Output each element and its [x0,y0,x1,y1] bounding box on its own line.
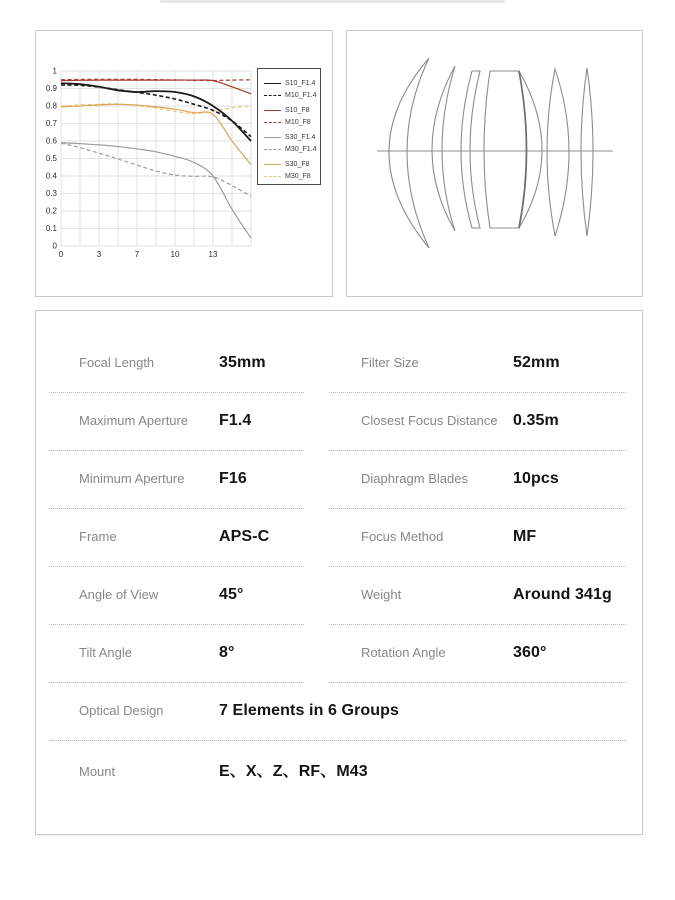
spec-value: 0.35m [513,412,559,429]
spec-value: F1.4 [219,412,252,429]
legend-entry [264,131,320,143]
legend-label: M30_F8 [285,172,311,180]
dashed-line-swatch-icon [264,122,281,123]
spec-value: Around 341g [513,586,612,603]
y-tick-label: 0.4 [45,171,57,181]
legend-entry [264,104,320,116]
y-tick-label: 0 [52,241,57,251]
lens-construction-diagram [347,31,642,296]
y-tick-label: 0.8 [45,101,57,111]
spec-label: Maximum Aperture [79,413,189,428]
x-tick-label: 7 [134,250,140,259]
lens-element-4 [484,71,527,228]
x-tick-label: 3 [96,250,102,259]
spec-row [36,334,642,392]
y-tick-label: 0.2 [45,206,57,216]
spec-row [36,624,642,682]
x-tick-label: 0 [58,250,64,259]
legend-group [264,104,320,128]
spec-row [36,508,642,566]
spec-value: MF [513,528,537,545]
spec-value: APS-C [219,528,270,545]
cropped-title-strip [160,0,505,3]
spec-row [36,682,642,740]
legend-label: S30_F8 [285,160,310,168]
spec-value: E、X、Z、RF、M43 [219,762,368,780]
legend-group [264,131,320,155]
spec-label: Closest Focus Distance [361,413,498,428]
spec-value: 7 Elements in 6 Groups [219,702,400,719]
lens-element-6 [547,69,569,236]
legend-label: M30_F1.4 [285,145,317,153]
y-tick-label: 1 [52,66,57,76]
dashed-line-swatch-icon [264,176,281,177]
spec-row [36,392,642,450]
spec-value: F16 [219,470,247,487]
spec-label: Minimum Aperture [79,471,185,486]
lens-element-1 [389,58,429,248]
legend-entry [264,116,320,128]
spec-value: 10pcs [513,470,559,487]
spec-label: Weight [361,587,402,602]
legend-group [264,158,320,182]
solid-line-swatch-icon [264,164,281,165]
legend-label: S10_F8 [285,106,310,114]
lens-diagram-panel [346,30,643,297]
x-tick-label: 10 [170,250,180,259]
spec-label: Diaphragm Blades [361,471,468,486]
legend-entry [264,170,320,182]
spec-row [36,566,642,624]
lens-element-3 [461,71,480,228]
spec-label: Angle of View [79,587,159,602]
y-tick-label: 0.9 [45,84,57,94]
legend-entry [264,89,320,101]
legend-entry [264,77,320,89]
spec-value: 360° [513,644,547,661]
legend-entry [264,158,320,170]
legend-label: S30_F1.4 [285,133,316,141]
mtf-chart-panel [35,30,333,297]
spec-label: Filter Size [361,355,419,370]
cemented-surface-line [519,71,527,228]
x-tick-label: 13 [208,250,218,259]
legend-label: M10_F1.4 [285,91,317,99]
solid-line-swatch-icon [264,83,281,84]
spec-value: 35mm [219,354,266,371]
spec-label: Focal Length [79,355,155,370]
spec-value: 8° [219,644,235,661]
legend-entry [264,143,320,155]
specs-table [35,310,643,835]
spec-label: Tilt Angle [79,645,132,660]
y-tick-label: 0.1 [45,224,57,234]
y-tick-label: 0.5 [45,154,57,164]
legend-label: S10_F1.4 [285,79,316,87]
spec-label: Rotation Angle [361,645,446,660]
spec-row [36,740,642,798]
solid-line-swatch-icon [264,110,281,111]
dashed-line-swatch-icon [264,149,281,150]
legend-label: M10_F8 [285,118,311,126]
spec-value: 45° [219,586,244,603]
y-tick-label: 0.6 [45,136,57,146]
lens-element-7 [581,68,593,236]
lens-element-2 [432,66,455,231]
spec-row [36,450,642,508]
spec-label: Frame [79,529,117,544]
legend-group [264,77,320,101]
top-panels [35,30,643,297]
y-tick-label: 0.7 [45,119,57,129]
dashed-line-swatch-icon [264,95,281,96]
solid-line-swatch-icon [264,137,281,138]
spec-label: Mount [79,763,116,779]
spec-label: Focus Method [361,529,444,544]
spec-label: Optical Design [79,703,164,718]
y-tick-label: 0.3 [45,189,57,199]
spec-value: 52mm [513,354,560,371]
mtf-legend [257,68,321,185]
